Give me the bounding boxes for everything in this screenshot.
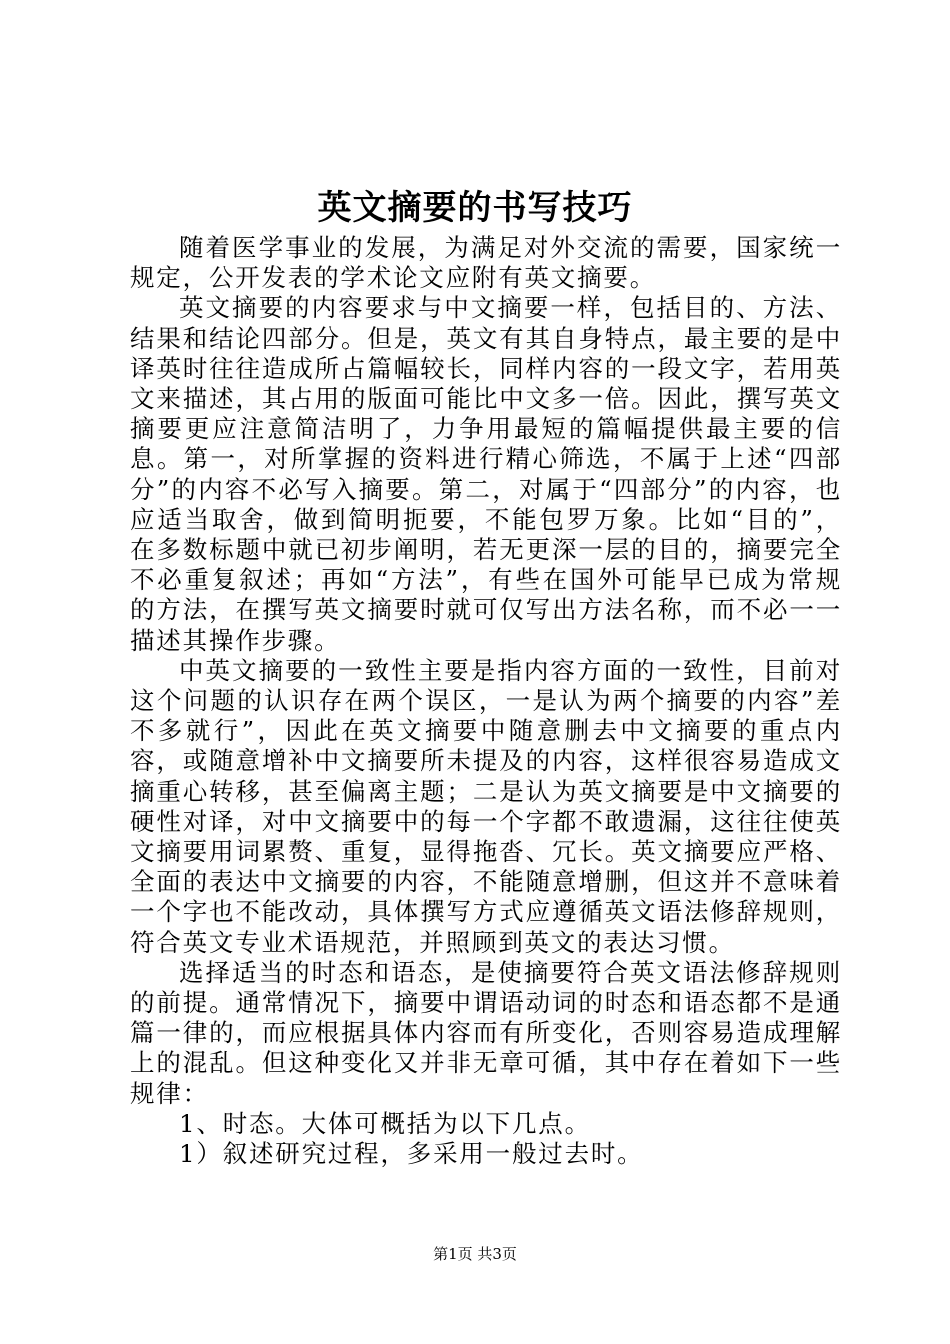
document-body xyxy=(130,233,842,1169)
paragraph-5: 1、时态。大体可概括为以下几点。 xyxy=(179,1108,591,1138)
paragraph-2: 英文摘要的内容要求与中文摘要一样，包括目的、方法、结果和结论四部分。但是，英文有其自身特点，最主要的是中译英时往往造成所占篇幅较长，同样内容的一段文字，若用英文来描述，其占用的版面可能比中文多一倍。因此，撰写英文摘要更应注意简洁明了，力争用最短的篇幅提供最主要的信息。第一，对所掌握的资料进行精心筛选，不属于上述“四部分”的内容不必写入摘要。第二，对属于“四部分”的内容，也应适当取舍，做到简明扼要，不能包罗万象。比如“目的”，在多数标题中就已初步阐明，若无更深一层的目的，摘要完全不必重复叙述；再如“方法”，有些在国外可能早已成为常规的方法，在撰写英文摘要时就可仅写出方法名称，而不必一一描述其操作步骤。 xyxy=(130,293,842,655)
paragraph-3: 中英文摘要的一致性主要是指内容方面的一致性，目前对这个问题的认识存在两个误区，一是认为两个摘要的内容”差不多就行”，因此在英文摘要中随意删去中文摘要的重点内容，或随意增补中文摘要所未提及的内容，这样很容易造成文摘重心转移，甚至偏离主题；二是认为英文摘要是中文摘要的硬性对译，对中文摘要中的每一个字都不敢遗漏，这往往使英文摘要用词累赘、重复，显得拖沓、冗长。英文摘要应严格、全面的表达中文摘要的内容，不能随意增删，但这并不意味着一个字也不能改动，具体撰写方式应遵循英文语法修辞规则，符合英文专业术语规范，并照顾到英文的表达习惯。 xyxy=(130,655,842,957)
paragraph-1: 随着医学事业的发展，为满足对外交流的需要，国家统一规定，公开发表的学术论文应附有英文摘要。 xyxy=(130,233,842,293)
paragraph-6: 1）叙述研究过程，多采用一般过去时。 xyxy=(179,1139,644,1169)
document-title: 英文摘要的书写技巧 xyxy=(317,188,633,228)
page-number-footer: 第1页 共3页 xyxy=(433,1245,517,1263)
paragraph-4: 选择适当的时态和语态，是使摘要符合英文语法修辞规则的前提。通常情况下，摘要中谓语动词的时态和语态都不是通篇一律的，而应根据具体内容而有所变化，否则容易造成理解上的混乱。但这种变化又并非无章可循，其中存在着如下一些规律： xyxy=(130,957,842,1108)
